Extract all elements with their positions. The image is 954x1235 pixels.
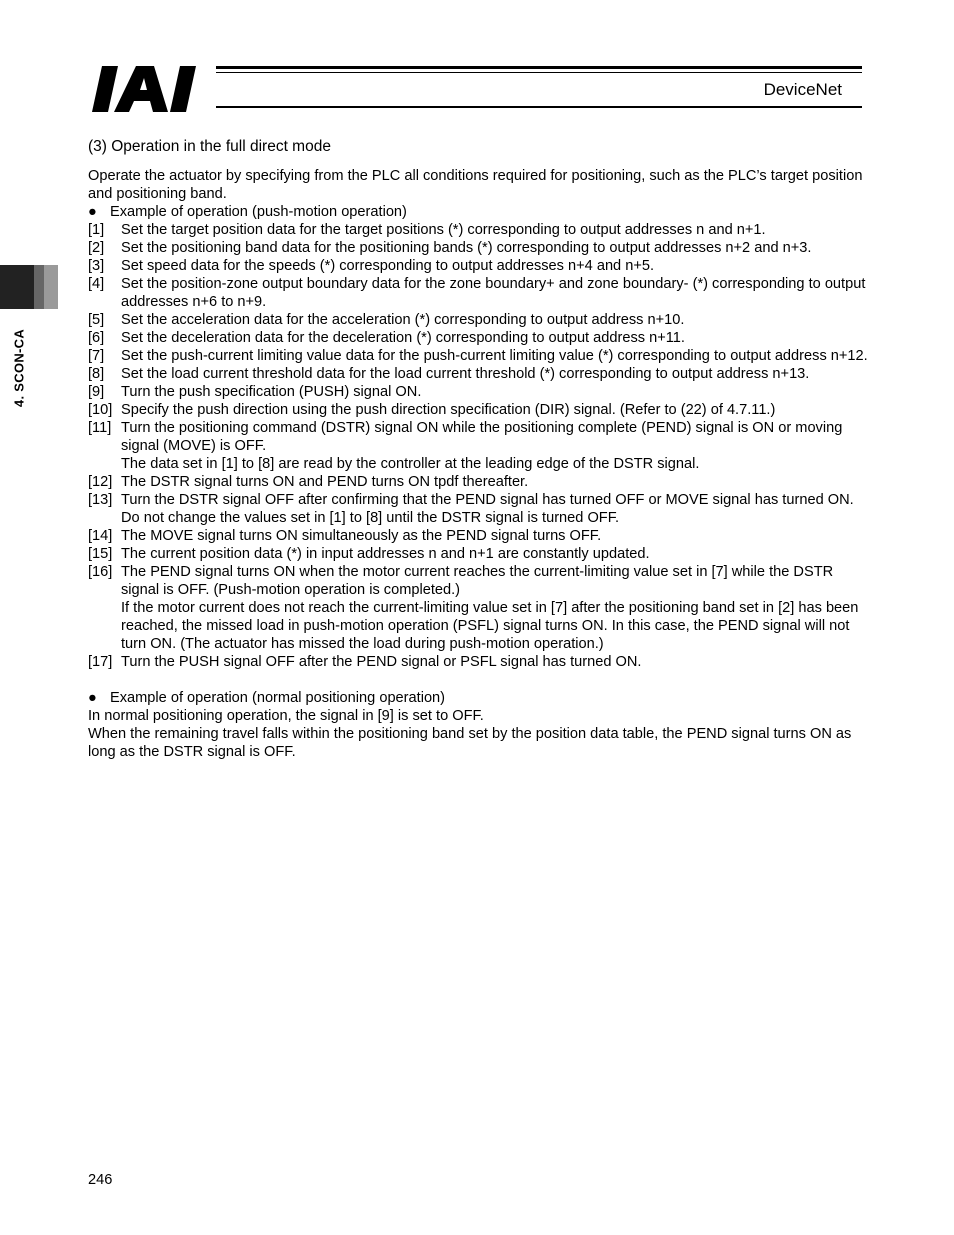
- step-number: [3]: [88, 258, 105, 274]
- step-text-main: Set speed data for the speeds (*) corresponding to output addresses n+4 and n+5.: [121, 258, 655, 274]
- step-text-main: Turn the PUSH signal OFF after the PEND signal or PSFL signal has turned ON.: [121, 654, 642, 670]
- step-item: [88, 653, 868, 671]
- header-title: DeviceNet: [763, 80, 842, 99]
- step-item: [88, 491, 868, 527]
- header-rule-thick: [216, 66, 862, 69]
- step-item: [88, 383, 868, 401]
- normal-paragraph-1: In normal positioning operation, the signal in [9] is set to OFF.: [88, 708, 484, 724]
- bullet-dot-icon: ●: [88, 690, 97, 706]
- step-number: [4]: [88, 276, 105, 292]
- step-item: [88, 311, 868, 329]
- chapter-tab-light: [44, 265, 58, 309]
- step-text-main: Set the deceleration data for the deceleration (*) corresponding to output address n+11.: [121, 330, 685, 346]
- step-text-note: The data set in [1] to [8] are read by the controller at the leading edge of the DSTR signal.: [121, 456, 700, 472]
- step-number: [15]: [88, 546, 113, 562]
- step-text: [121, 275, 868, 311]
- step-text: [121, 311, 868, 329]
- step-number: [1]: [88, 222, 105, 238]
- step-text: [121, 401, 868, 419]
- header-rule-thin: [216, 72, 862, 73]
- step-text-main: Specify the push direction using the push direction specification (DIR) signal. (Refer to (22) of 4.7.11.): [121, 402, 776, 418]
- chapter-label: 4. SCON-CA: [11, 328, 27, 408]
- step-text: [121, 419, 868, 473]
- step-item: [88, 527, 868, 545]
- step-text-main: Turn the DSTR signal OFF after confirming that the PEND signal has turned OFF or MOVE signal has turned ON. Do not change the values set in [1] to [8] until the DSTR signal is turned OFF.: [121, 492, 854, 526]
- section-title: (3) Operation in the full direct mode: [88, 138, 331, 155]
- chapter-tab-mid: [34, 265, 44, 309]
- step-text: [121, 365, 868, 383]
- step-item: [88, 545, 868, 563]
- bullet-text: Example of operation (push-motion operation): [110, 204, 407, 220]
- step-text-main: The DSTR signal turns ON and PEND turns ON tpdf thereafter.: [121, 474, 529, 490]
- step-text: [121, 491, 868, 527]
- step-number: [8]: [88, 366, 105, 382]
- step-text-main: Set the positioning band data for the positioning bands (*) corresponding to output addresses n+2 and n+3.: [121, 240, 812, 256]
- step-item: [88, 239, 868, 257]
- intro-paragraph: Operate the actuator by specifying from the PLC all conditions required for positioning, such as the PLC’s target position and positioning band.: [88, 168, 863, 202]
- step-item: [88, 221, 868, 239]
- step-text: [121, 527, 868, 545]
- step-item: [88, 329, 868, 347]
- step-item: [88, 347, 868, 365]
- step-text-main: Set the target position data for the target positions (*) corresponding to output addresses n and n+1.: [121, 222, 766, 238]
- step-item: [88, 473, 868, 491]
- bullet-dot-icon: ●: [88, 204, 97, 220]
- step-text-main: Set the push-current limiting value data for the push-current limiting value (*) corresponding to output address n+12.: [121, 348, 868, 364]
- page-number: 246: [88, 1172, 113, 1188]
- step-text-note: If the motor current does not reach the current-limiting value set in [7] after the positioning band set in [2] has been reached, the missed load in push-motion operation (PSFL) signal turns ON. In this case, the PEND signal will not turn ON. (The actuator has missed the load during push-motion operation.): [121, 600, 859, 652]
- step-item: [88, 419, 868, 473]
- step-text-main: Set the load current threshold data for the load current threshold (*) corresponding to output address n+13.: [121, 366, 810, 382]
- iai-logo: [92, 66, 212, 112]
- step-number: [12]: [88, 474, 113, 490]
- step-number: [17]: [88, 654, 113, 670]
- step-text-main: Set the acceleration data for the acceleration (*) corresponding to output address n+10.: [121, 312, 685, 328]
- step-text: [121, 653, 868, 671]
- step-number: [13]: [88, 492, 113, 508]
- step-text-main: Turn the push specification (PUSH) signal ON.: [121, 384, 422, 400]
- step-text-main: The PEND signal turns ON when the motor current reaches the current-limiting value set in [7] while the DSTR signal is OFF. (Push-motion operation is completed.): [121, 564, 834, 598]
- step-item: [88, 257, 868, 275]
- step-text: [121, 383, 868, 401]
- step-number: [2]: [88, 240, 105, 256]
- step-text: [121, 545, 868, 563]
- step-item: [88, 365, 868, 383]
- step-item: [88, 563, 868, 653]
- step-item: [88, 275, 868, 311]
- step-text-main: Set the position-zone output boundary data for the zone boundary+ and zone boundary- (*) corresponding to output addresses n+6 to n+9.: [121, 276, 866, 310]
- step-list: [88, 221, 868, 671]
- step-text-main: The current position data (*) in input addresses n and n+1 are constantly updated.: [121, 546, 650, 562]
- step-number: [9]: [88, 384, 105, 400]
- header-rule-bottom: [216, 106, 862, 108]
- step-text: [121, 473, 868, 491]
- bullet-push-example: [88, 203, 868, 221]
- step-text-main: The MOVE signal turns ON simultaneously as the PEND signal turns OFF.: [121, 528, 602, 544]
- step-number: [7]: [88, 348, 105, 364]
- bullet-text: Example of operation (normal positioning operation): [110, 690, 446, 706]
- step-text-main: Turn the positioning command (DSTR) signal ON while the positioning complete (PEND) signal is ON or moving signal (MOVE) is OFF.: [121, 420, 843, 454]
- content: [88, 137, 868, 761]
- step-number: [6]: [88, 330, 105, 346]
- step-number: [5]: [88, 312, 105, 328]
- chapter-tab-dark: [0, 265, 34, 309]
- step-number: [16]: [88, 564, 113, 580]
- step-text: [121, 329, 868, 347]
- step-text: [121, 347, 868, 365]
- normal-paragraph-2: When the remaining travel falls within the positioning band set by the position data table, the PEND signal turns ON as long as the DSTR signal is OFF.: [88, 726, 852, 760]
- step-text: [121, 239, 868, 257]
- bullet-normal-example: [88, 689, 868, 707]
- step-text: [121, 563, 868, 653]
- step-text: [121, 221, 868, 239]
- step-item: [88, 401, 868, 419]
- step-text: [121, 257, 868, 275]
- step-number: [14]: [88, 528, 113, 544]
- step-number: [10]: [88, 402, 113, 418]
- step-number: [11]: [88, 420, 112, 436]
